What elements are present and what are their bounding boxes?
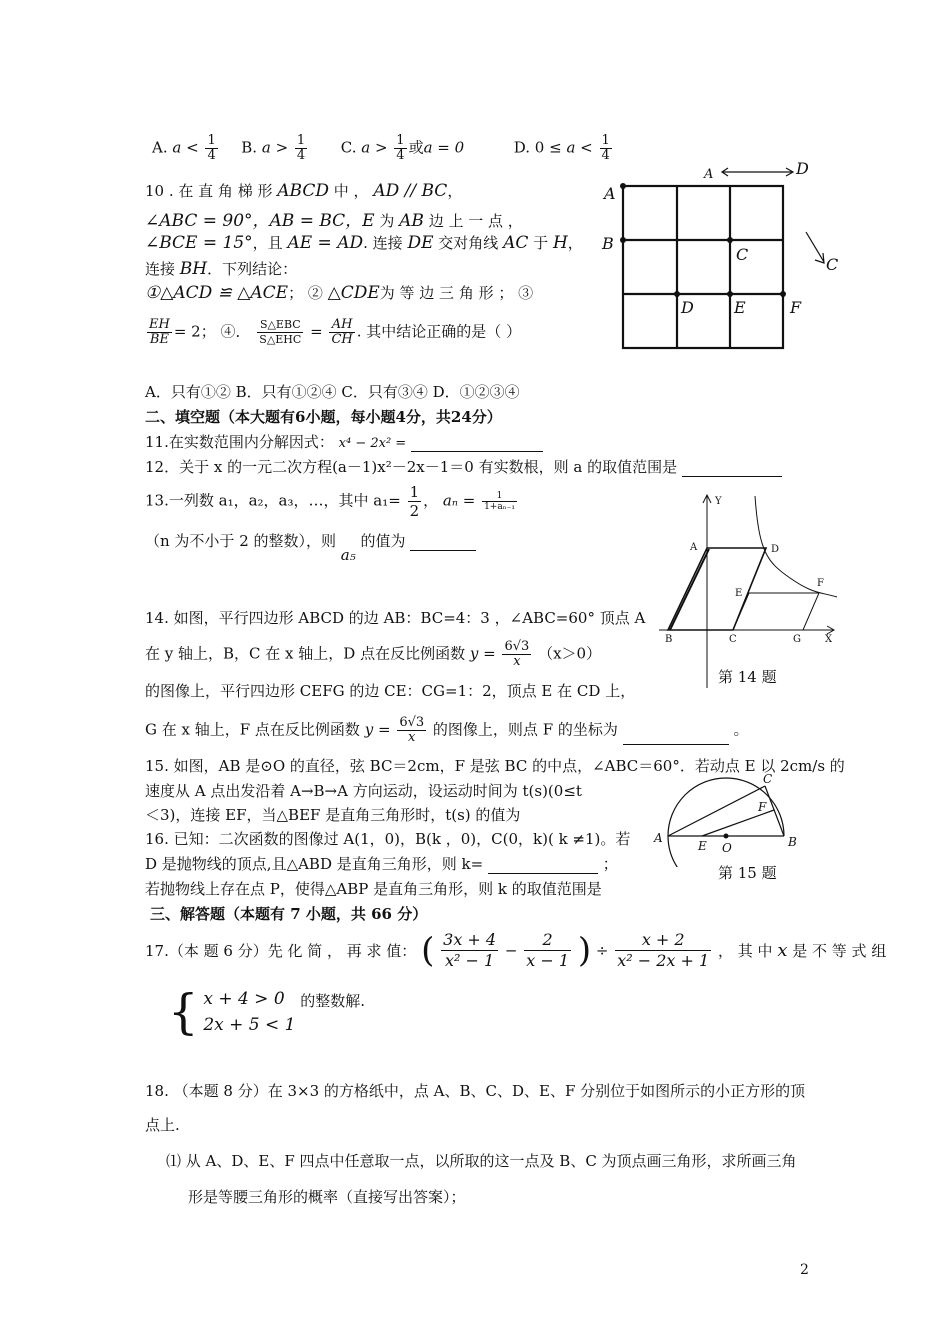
frac-den: 1+aₙ₋₁ xyxy=(484,502,515,512)
q10-text: ， xyxy=(567,234,583,252)
q10-math: DE xyxy=(407,233,434,253)
label-y: Y xyxy=(715,496,722,507)
q9-option-c-label: C. xyxy=(340,138,362,157)
q12-text: 12．关于 x 的一元二次方程(a－1)x²－2x－1＝0 有实数根，则 a 的取值范围是 xyxy=(145,458,678,476)
q10-text: ； ② xyxy=(288,284,323,302)
label-c: C xyxy=(736,245,749,264)
q17-system xyxy=(168,986,365,1038)
frac-den: S△EHC xyxy=(259,333,302,346)
inequality-2: 2x + 5 < 1 xyxy=(203,1015,296,1035)
point-a xyxy=(620,183,626,189)
q10-math: ∠ABC = 90°，AB = BC，E xyxy=(145,211,375,231)
grid-border xyxy=(623,186,783,348)
q9-option-d-var: a xyxy=(566,138,576,157)
arrow-label-c: C xyxy=(826,255,839,274)
q9-option-a-fraction xyxy=(205,134,217,163)
q9-option-a-label: A. xyxy=(152,138,173,157)
q9-option-c-fraction xyxy=(394,134,406,163)
frac-num: AH xyxy=(329,318,354,333)
q16-answer-blank-1[interactable] xyxy=(488,857,598,874)
label-g: G xyxy=(793,634,801,645)
q17-inequalities xyxy=(203,986,295,1038)
q9-option-b-fraction xyxy=(295,134,307,163)
q17-text: 的整数解. xyxy=(300,991,366,1010)
frac-num: 6√3 xyxy=(504,639,530,654)
frac-den: 4 xyxy=(396,148,405,163)
label-e: E xyxy=(735,588,743,599)
q13-frac-an xyxy=(482,491,517,512)
frac-num: EH xyxy=(149,317,170,332)
q10-math: △CDE xyxy=(327,283,380,303)
point-f xyxy=(780,291,786,297)
q17-frac-2 xyxy=(524,930,571,971)
fig14-caption: 第 14 题 xyxy=(718,668,777,686)
arrow-label-d: D xyxy=(796,159,809,178)
label-a: A xyxy=(654,831,663,845)
left-brace: { xyxy=(168,984,199,1040)
point-d xyxy=(674,291,680,297)
frac-den: x² − 2x + 1 xyxy=(617,951,710,970)
frac-num: 3x + 4 xyxy=(443,930,497,949)
label-e: E xyxy=(698,839,707,853)
q10-text: ，且 xyxy=(252,234,283,252)
q16-text: D 是抛物线的顶点,且△ABD 是直角三角形，则 k= xyxy=(145,855,484,873)
q15-line3: ＜3)，连接 EF，当△BEF 是直角三角形时，t(s) 的值为 xyxy=(145,806,521,824)
q17-x: x xyxy=(777,940,788,961)
q13-an: aₙ = xyxy=(442,491,476,510)
q10-text: 为 xyxy=(379,212,395,230)
q14-line1: 14. 如图，平行四边形 ABCD 的边 AB：BC=4：3 ，∠ABC=60° 顶点 A xyxy=(145,609,646,627)
q13-text: 的值为 xyxy=(360,532,406,550)
q18-line2: 点上. xyxy=(145,1116,180,1134)
q13-text: 13.一列数 a₁，a₂，a₃，…，其中 a₁= xyxy=(145,491,401,510)
fig15 xyxy=(650,772,810,867)
q10-math: ∠BCE = 15° xyxy=(145,233,253,253)
q10-text: = 2 xyxy=(173,322,201,341)
q10-line6 xyxy=(145,318,521,347)
q16-line2 xyxy=(145,853,618,874)
chord-bc xyxy=(765,786,784,836)
label-d: D xyxy=(681,298,694,317)
frac-den: CH xyxy=(331,332,353,347)
q11-expression: x⁴ − 2x² = xyxy=(338,436,407,451)
q10-frac-eh-be xyxy=(147,318,172,347)
arrow-label-a: A xyxy=(704,167,714,182)
q17-frac-3 xyxy=(615,930,711,971)
point-b xyxy=(620,237,626,243)
label-f: F xyxy=(817,578,824,589)
q9-option-d-rel: < xyxy=(575,138,598,157)
q14-text: （x＞0） xyxy=(538,644,602,663)
hyperbola xyxy=(755,496,837,597)
frac-den: 4 xyxy=(296,148,306,163)
q9-option-a-var: a xyxy=(172,138,182,157)
frac-den: x² − 1 xyxy=(445,951,495,970)
center-o xyxy=(724,834,729,839)
q10-line4 xyxy=(145,258,297,279)
q10-math: AC xyxy=(503,233,529,253)
q13-answer-blank[interactable] xyxy=(410,534,476,551)
q9-options xyxy=(152,134,614,163)
frac-den: x − 1 xyxy=(526,951,570,970)
q10-frac-areas xyxy=(257,318,303,347)
q10-math: AE = AD xyxy=(287,233,364,253)
q9-option-b-var: a xyxy=(261,138,271,157)
frac-den: x xyxy=(513,654,521,669)
q17-minus: − xyxy=(504,941,518,960)
q10-text: 为 等 边 三 角 形 ； ③ xyxy=(379,284,534,302)
section-2-heading: 二、填空题（本大题有6小题，每小题4分，共24分） xyxy=(145,408,502,426)
frac-den: x xyxy=(408,730,416,745)
q18-line4: 形是等腰三角形的概率（直接写出答案）； xyxy=(188,1188,466,1206)
q10-math: AB xyxy=(399,211,424,231)
q10-text: ．下列结论： xyxy=(207,260,298,278)
q9-option-a-rel: < xyxy=(181,138,204,157)
frac-num: 1 xyxy=(207,133,216,148)
q9-option-c-tail: a = 0 xyxy=(423,138,465,157)
q13-text: （n 为不小于 2 的整数），则 xyxy=(145,532,337,550)
inequality-1: x + 4 > 0 xyxy=(203,989,285,1009)
q10-line2 xyxy=(145,206,523,231)
frac-num: 1 xyxy=(409,483,420,501)
chord-ac xyxy=(668,786,765,836)
frac-num: x + 2 xyxy=(615,930,711,951)
q12 xyxy=(145,456,782,477)
label-f: F xyxy=(790,298,802,317)
label-f: F xyxy=(758,800,767,814)
frac-den: 4 xyxy=(207,148,216,163)
q10-math: BH xyxy=(179,259,208,279)
q10-text: . 其中结论正确的是（ ） xyxy=(356,322,522,341)
q13-a5: a₅ xyxy=(340,546,356,564)
frac-num: S△EBC xyxy=(257,318,303,333)
q16-line1: 16. 已知：二次函数的图像过 A(1，0)，B(k ，0)，C(0，k)( k ≠1)。若 xyxy=(145,830,631,848)
q14-text: 。 xyxy=(733,720,749,739)
q14-y: y = xyxy=(469,644,496,663)
label-b: B xyxy=(602,234,614,253)
q14-line4 xyxy=(145,716,748,745)
q14-text: 在 y 轴上，B，C 在 x 轴上，D 点在反比例函数 xyxy=(145,644,466,663)
frac-num: 1 xyxy=(296,133,306,148)
label-b: B xyxy=(665,634,673,645)
q10-options: A．只有①② B．只有①②④ C．只有③④ D．①②③④ xyxy=(145,383,520,401)
q14-line2 xyxy=(145,640,601,669)
frac-den: 2 xyxy=(409,502,420,520)
q14-answer-blank[interactable] xyxy=(623,728,729,745)
q15-line2: 速度从 A 点出发沿着 A→B→A 方向运动，设运动时间为 t(s)(0≤t xyxy=(145,782,582,800)
q11 xyxy=(145,431,543,452)
frac-num: 1 xyxy=(482,491,517,502)
q10-text: ； ④． xyxy=(200,322,251,341)
q16-text: ； xyxy=(602,855,618,873)
q17-line1 xyxy=(145,930,886,971)
label-e: E xyxy=(734,298,746,317)
q10-math: ABCD xyxy=(277,181,329,201)
grid-figure xyxy=(596,152,846,354)
q17-text: 17.（本 题 6 分）先 化 简 ， 再 求 值： xyxy=(145,942,417,960)
q9-option-c-or: 或 xyxy=(408,138,424,157)
q13-frac-a1 xyxy=(408,483,422,520)
label-a: A xyxy=(690,542,698,553)
left-paren: ( xyxy=(421,930,435,971)
q14-y: y = xyxy=(364,720,391,739)
q10-text: 边 上 一 点 ， xyxy=(428,212,523,230)
frac-num: 1 xyxy=(601,133,610,148)
fig14 xyxy=(655,492,845,692)
frac-num: 1 xyxy=(396,133,405,148)
q10-text: = xyxy=(310,322,323,341)
fig15-caption: 第 15 题 xyxy=(718,864,777,882)
q10-text: 于 xyxy=(533,234,549,252)
edge-ab-bold xyxy=(670,549,709,630)
q9-option-d-label: D. 0 ≤ xyxy=(513,138,567,157)
q17-divide: ÷ xyxy=(595,941,609,960)
q13-line2 xyxy=(145,530,476,564)
q17-text: 是 不 等 式 组 xyxy=(792,942,887,960)
q10-text: 10 . 在 直 角 梯 形 xyxy=(145,182,273,200)
q10-text: 交对角线 xyxy=(438,234,499,252)
q10-math: ①△ACD ≌ △ACE xyxy=(145,283,289,303)
q10-line3 xyxy=(145,232,583,253)
q16-line3: 若抛物线上存在点 P，使得△ABP 是直角三角形，则 k 的取值范围是 xyxy=(145,880,602,898)
q17-frac-1 xyxy=(441,930,498,971)
label-x: X xyxy=(825,634,833,645)
q12-answer-blank[interactable] xyxy=(682,460,782,477)
label-a: A xyxy=(604,184,616,203)
frac-num: 2 xyxy=(524,930,571,951)
q14-line3: 的图像上，平行四边形 CEFG 的边 CE：CG=1：2，顶点 E 在 CD 上， xyxy=(145,682,636,700)
q10-line1 xyxy=(145,180,462,201)
q9-option-c-rel: > xyxy=(370,138,393,157)
frac-num: 6√3 xyxy=(399,715,425,730)
label-b: B xyxy=(788,835,797,849)
arrow-c xyxy=(806,232,824,262)
label-o: O xyxy=(722,841,732,855)
q10-text: 中 ， xyxy=(333,182,369,200)
q17-text: ， 其 中 xyxy=(717,942,773,960)
parallelogram-abcd xyxy=(668,548,766,630)
q15-line1: 15. 如图，AB 是⊙O 的直径，弦 BC＝2cm，F 是弦 BC 的中点，∠ABC＝60°．若动点 E 以 2cm/s 的 xyxy=(145,757,845,775)
q9-option-c-var: a xyxy=(361,138,371,157)
q13-text: ， xyxy=(423,491,439,510)
section-3-heading: 三、解答题（本题有 7 小题，共 66 分） xyxy=(150,905,428,923)
page-number: 2 xyxy=(800,1262,809,1278)
q13-line1 xyxy=(145,483,519,520)
point-c xyxy=(727,237,733,243)
frac-den: BE xyxy=(149,332,169,347)
q10-text: . 连接 xyxy=(363,234,403,252)
right-paren: ) xyxy=(577,930,592,971)
q18-line3: ⑴ 从 A、D、E、F 四点中任意取一点，以所取的这一点及 B、C 为顶点画三角形，求所画三角 xyxy=(166,1152,797,1170)
q10-line5 xyxy=(145,282,533,303)
q10-text: ， xyxy=(447,182,463,200)
q14-text: G 在 x 轴上，F 点在反比例函数 xyxy=(145,720,360,739)
frac-den: 4 xyxy=(601,148,610,163)
q11-text: 11.在实数范围内分解因式： xyxy=(145,433,334,451)
label-c: C xyxy=(729,634,737,645)
label-d: D xyxy=(771,544,780,555)
q9-option-b-rel: > xyxy=(270,138,293,157)
q10-text: 连接 xyxy=(145,260,176,278)
q14-text: 的图像上，则点 F 的坐标为 xyxy=(432,720,618,739)
q9-option-b-label: B. xyxy=(241,138,262,157)
q14-frac-1 xyxy=(502,640,531,669)
q10-math: H xyxy=(552,233,568,253)
q11-answer-blank[interactable] xyxy=(411,435,543,452)
q10-frac-ah-ch xyxy=(329,318,354,347)
q18-line1: 18. （本题 8 分）在 3×3 的方格纸中，点 A、B、C、D、E、F 分别位于如图所示的小正方形的顶 xyxy=(145,1082,806,1100)
point-e xyxy=(727,291,733,297)
label-c: C xyxy=(763,772,773,786)
q14-frac-2 xyxy=(397,716,426,745)
q10-math: AD // BC xyxy=(373,181,448,201)
